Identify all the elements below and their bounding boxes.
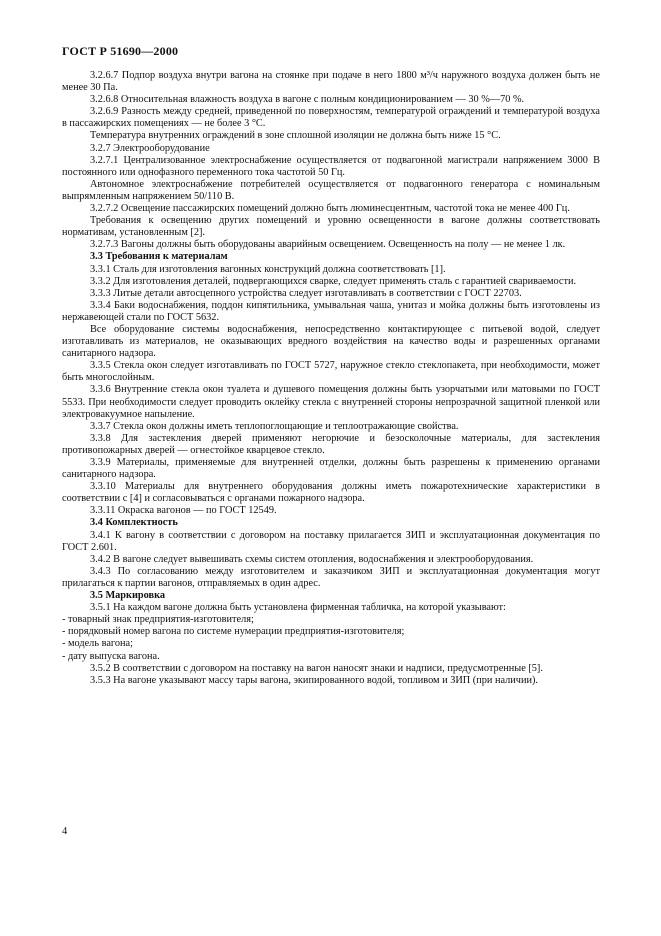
paragraph-3-2-7-2: 3.2.7.2 Освещение пассажирских помещений должно быть люминесцентным, частотой тока не менее 400 Гц. [90, 203, 570, 215]
section-heading-3-2-7: 3.2.7 Электрооборудование [90, 142, 210, 154]
paragraph-3-2-6-9: 3.2.6.9 Разность между средней, приведенной по поверхностям, температурой ограждений и температурой воздуха в пассажирских помещениях — не более 3 °С. [62, 106, 600, 130]
list-item: - товарный знак предприятия-изготовителя; [62, 614, 254, 626]
paragraph-3-3-1: 3.3.1 Сталь для изготовления вагонных конструкций должна соответствовать [1]. [90, 263, 446, 275]
list-item: - дату выпуска вагона. [62, 650, 160, 662]
paragraph-3-5-2: 3.5.2 В соответствии с договором на поставку на вагон наносят знаки и надписи, предусмотренные [5]. [90, 662, 543, 674]
list-item: - порядковый номер вагона по системе нумерации предприятия-изготовителя; [62, 626, 405, 638]
paragraph-3-3-4: 3.3.4 Баки водоснабжения, поддон кипятильника, умывальная чаша, унитаз и мойка должны быть изготовлены из нержавеющей стали по ГОСТ 5632. [62, 299, 600, 323]
paragraph-3-4-3: 3.4.3 По согласованию между изготовителем и заказчиком ЗИП и эксплуатационная документация могут прилагаться к партии вагонов, отправляемых в один адрес. [62, 565, 600, 589]
paragraph-3-3-5: 3.3.5 Стекла окон следует изготавливать по ГОСТ 5727, наружное стекло стеклопакета, при необходимости, может быть многослойным. [62, 360, 600, 384]
paragraph-3-3-8: 3.3.8 Для застекления дверей применяют негорючие и безосколочные материалы, для застекления противопожарных дверей — огнестойкое кварцевое стекло. [62, 432, 600, 456]
paragraph-text: Все оборудование системы водоснабжения, непосредственно контактирующее с питьевой водой, следует изготавливать из материалов, не оказывающих вредного воздействия на качество воды и разрешенных органами санитарного надзора. [62, 323, 600, 360]
page-number: 4 [62, 826, 68, 837]
paragraph-3-2-7-3: 3.2.7.3 Вагоны должны быть оборудованы аварийным освещением. Освещенность на полу — не менее 1 лк. [90, 239, 566, 251]
paragraph-3-5-3: 3.5.3 На вагоне указывают массу тары вагона, экипированного водой, топливом и ЗИП (при наличии). [90, 674, 538, 686]
paragraph-3-3-2: 3.3.2 Для изготовления деталей, подвергающихся сварке, следует применять сталь с гарантией свариваемости. [90, 275, 577, 287]
paragraph-3-2-6-7: 3.2.6.7 Подпор воздуха внутри вагона на стоянке при подаче в него 1800 м³/ч наружного воздуха должен быть не менее 30 Па. [62, 70, 600, 94]
paragraph-text: Температура внутренних ограждений в зоне сплошной изоляции не должна быть ниже 15 °С. [90, 130, 501, 142]
paragraph-3-3-11: 3.3.11 Окраска вагонов — по ГОСТ 12549. [90, 505, 277, 517]
paragraph-3-3-3: 3.3.3 Литые детали автосцепного устройства следует изготавливать в соответствии с ГОСТ 22703. [90, 287, 522, 299]
paragraph-3-3-7: 3.3.7 Стекла окон должны иметь теплопоглощающие и теплоотражающие свойства. [90, 420, 459, 432]
paragraph-3-3-10: 3.3.10 Материалы для внутреннего оборудования должны иметь пожаротехнические характеристики в соответствии с [4] и согласовываться с органами пожарного надзора. [62, 481, 600, 505]
paragraph-text: Требования к освещению других помещений и уровню освещенности в вагоне должны соответствовать нормативам, установленным [2]. [62, 215, 600, 239]
paragraph-3-5-1: 3.5.1 На каждом вагоне должна быть установлена фирменная табличка, на которой указывают: [90, 602, 506, 614]
paragraph-3-4-2: 3.4.2 В вагоне следует вывешивать схемы систем отопления, водоснабжения и электрооборудования. [90, 553, 534, 565]
paragraph-text: Автономное электроснабжение потребителей осуществляется от подвагонного генератора с номинальным выпрямленным напряжением 50/110 В. [62, 178, 600, 202]
paragraph-3-2-7-1: 3.2.7.1 Централизованное электроснабжение осуществляется от подвагонной магистрали напряжением 3000 В постоянного или однофазного переменного тока частотой 50 Гц. [62, 154, 600, 178]
document-body [62, 70, 600, 687]
paragraph-3-4-1: 3.4.1 К вагону в соответствии с договором на поставку прилагается ЗИП и эксплуатационная документация по ГОСТ 2.601. [62, 529, 600, 553]
paragraph-3-3-9: 3.3.9 Материалы, применяемые для внутренней отделки, должны быть разрешены к применению органами санитарного надзора. [62, 457, 600, 481]
paragraph-3-3-6: 3.3.6 Внутренние стекла окон туалета и душевого помещения должны быть узорчатыми или матовыми по ГОСТ 5533. При необходимости следует проводить оклейку стекла с внутренней стороны непрозрачной защитной пленкой или электровакуумное напыление. [62, 384, 600, 420]
section-heading-3-5: 3.5 Маркировка [90, 590, 166, 602]
section-heading-3-4: 3.4 Комплектность [90, 517, 178, 529]
list-item: - модель вагона; [62, 638, 133, 650]
section-heading-3-3: 3.3 Требования к материалам [90, 251, 228, 263]
paragraph-3-2-6-8: 3.2.6.8 Относительная влажность воздуха в вагоне с полным кондиционированием — 30 %—70 %. [90, 94, 525, 106]
document-header: ГОСТ Р 51690—2000 [62, 44, 179, 58]
